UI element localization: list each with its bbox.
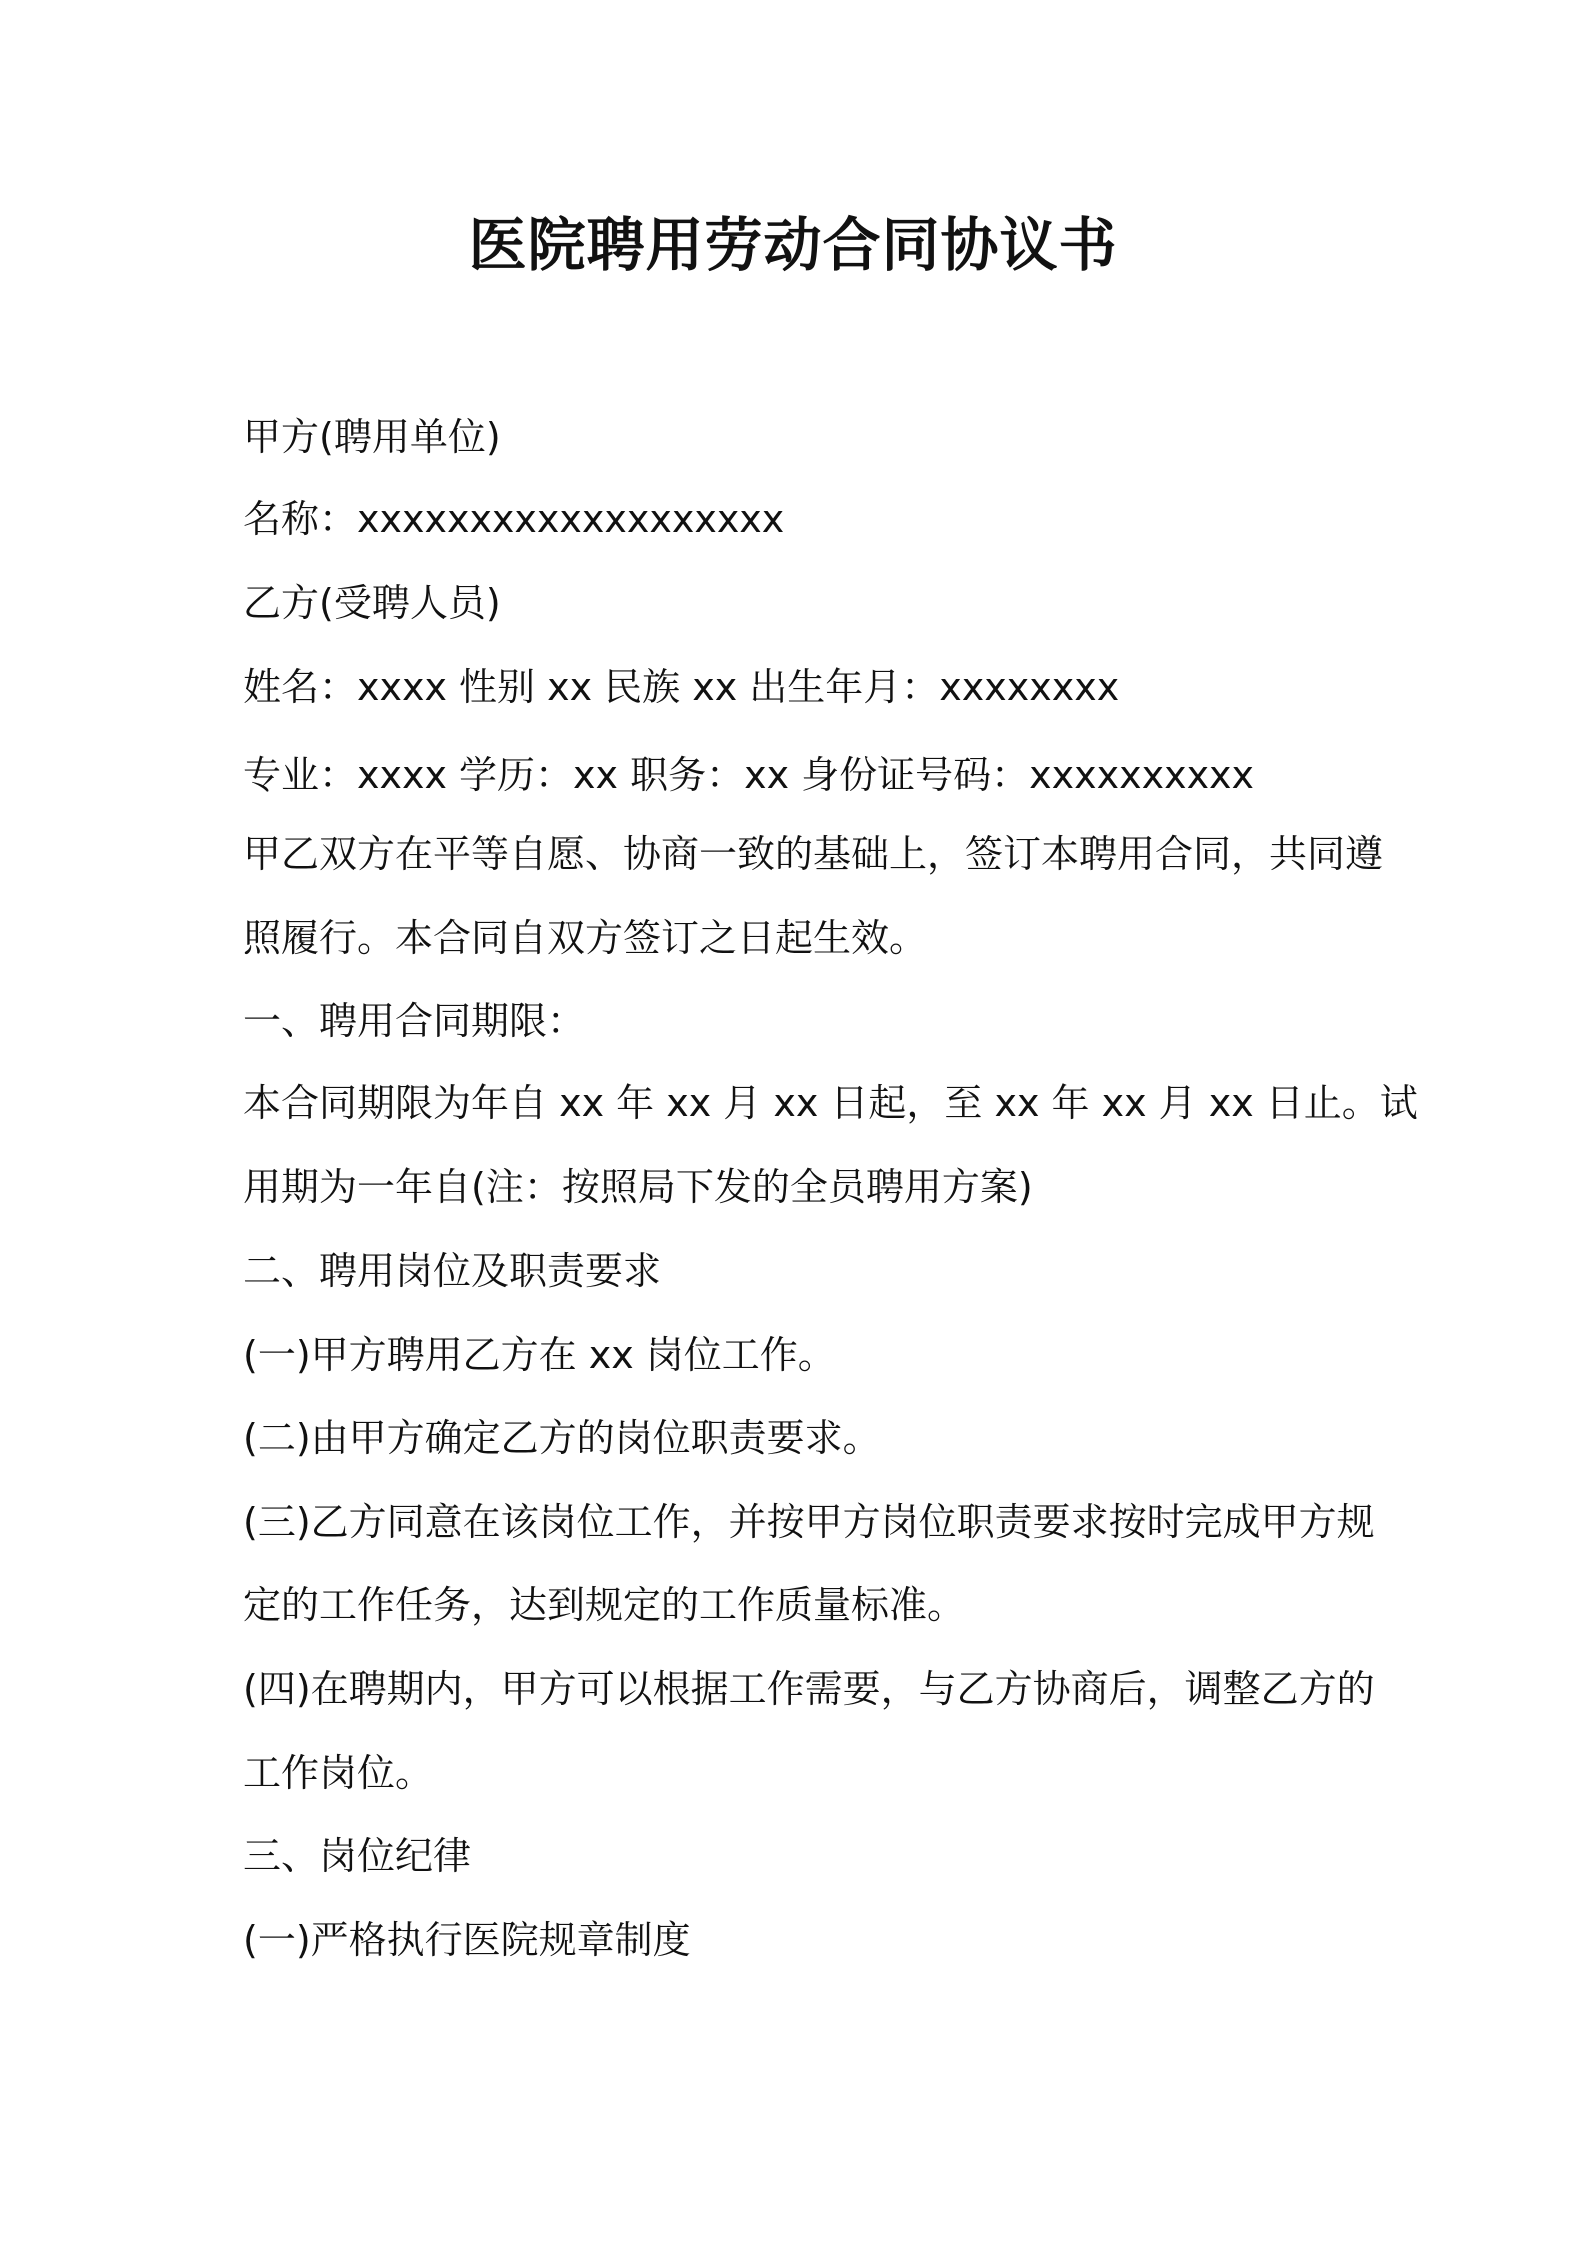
section-1-text-line-2: 用期为一年自(注：按照局下发的全员聘用方案): [243, 1165, 1033, 1209]
section-2-item-4-line-2: 工作岗位。: [243, 1751, 434, 1795]
section-2-item-2: (二)由甲方确定乙方的岗位职责要求。: [243, 1416, 881, 1460]
section-3-item-1: (一)严格执行医院规章制度: [243, 1918, 691, 1962]
section-2-item-3-line-1: (三)乙方同意在该岗位工作，并按甲方岗位职责要求按时完成甲方规: [243, 1500, 1375, 1544]
preamble-line-2: 照履行。本合同自双方签订之日起生效。: [243, 916, 928, 960]
party-a-name: 名称：xxxxxxxxxxxxxxxxxxx: [243, 497, 785, 541]
section-2-item-4-line-1: (四)在聘期内，甲方可以根据工作需要，与乙方协商后，调整乙方的: [243, 1667, 1375, 1711]
section-3-heading: 三、岗位纪律: [243, 1834, 472, 1878]
section-2-item-3-line-2: 定的工作任务，达到规定的工作质量标准。: [243, 1583, 966, 1627]
party-b-professional-info: 专业：xxxx 学历：xx 职务：xx 身份证号码：xxxxxxxxxx: [243, 753, 1255, 797]
section-1-heading: 一、聘用合同期限：: [243, 999, 586, 1043]
party-b-heading: 乙方(受聘人员): [243, 581, 501, 625]
party-b-personal-info: 姓名：xxxx 性别 xx 民族 xx 出生年月：xxxxxxxx: [243, 665, 1120, 709]
section-1-text-line-1: 本合同期限为年自 xx 年 xx 月 xx 日起，至 xx 年 xx 月 xx 日止。试: [243, 1081, 1418, 1125]
section-2-heading: 二、聘用岗位及职责要求: [243, 1249, 662, 1293]
section-2-item-1: (一)甲方聘用乙方在 xx 岗位工作。: [243, 1333, 836, 1377]
party-a-heading: 甲方(聘用单位): [243, 415, 501, 459]
document-title: 医院聘用劳动合同协议书: [468, 211, 1118, 279]
preamble-line-1: 甲乙双方在平等自愿、协商一致的基础上，签订本聘用合同，共同遵: [243, 832, 1384, 876]
